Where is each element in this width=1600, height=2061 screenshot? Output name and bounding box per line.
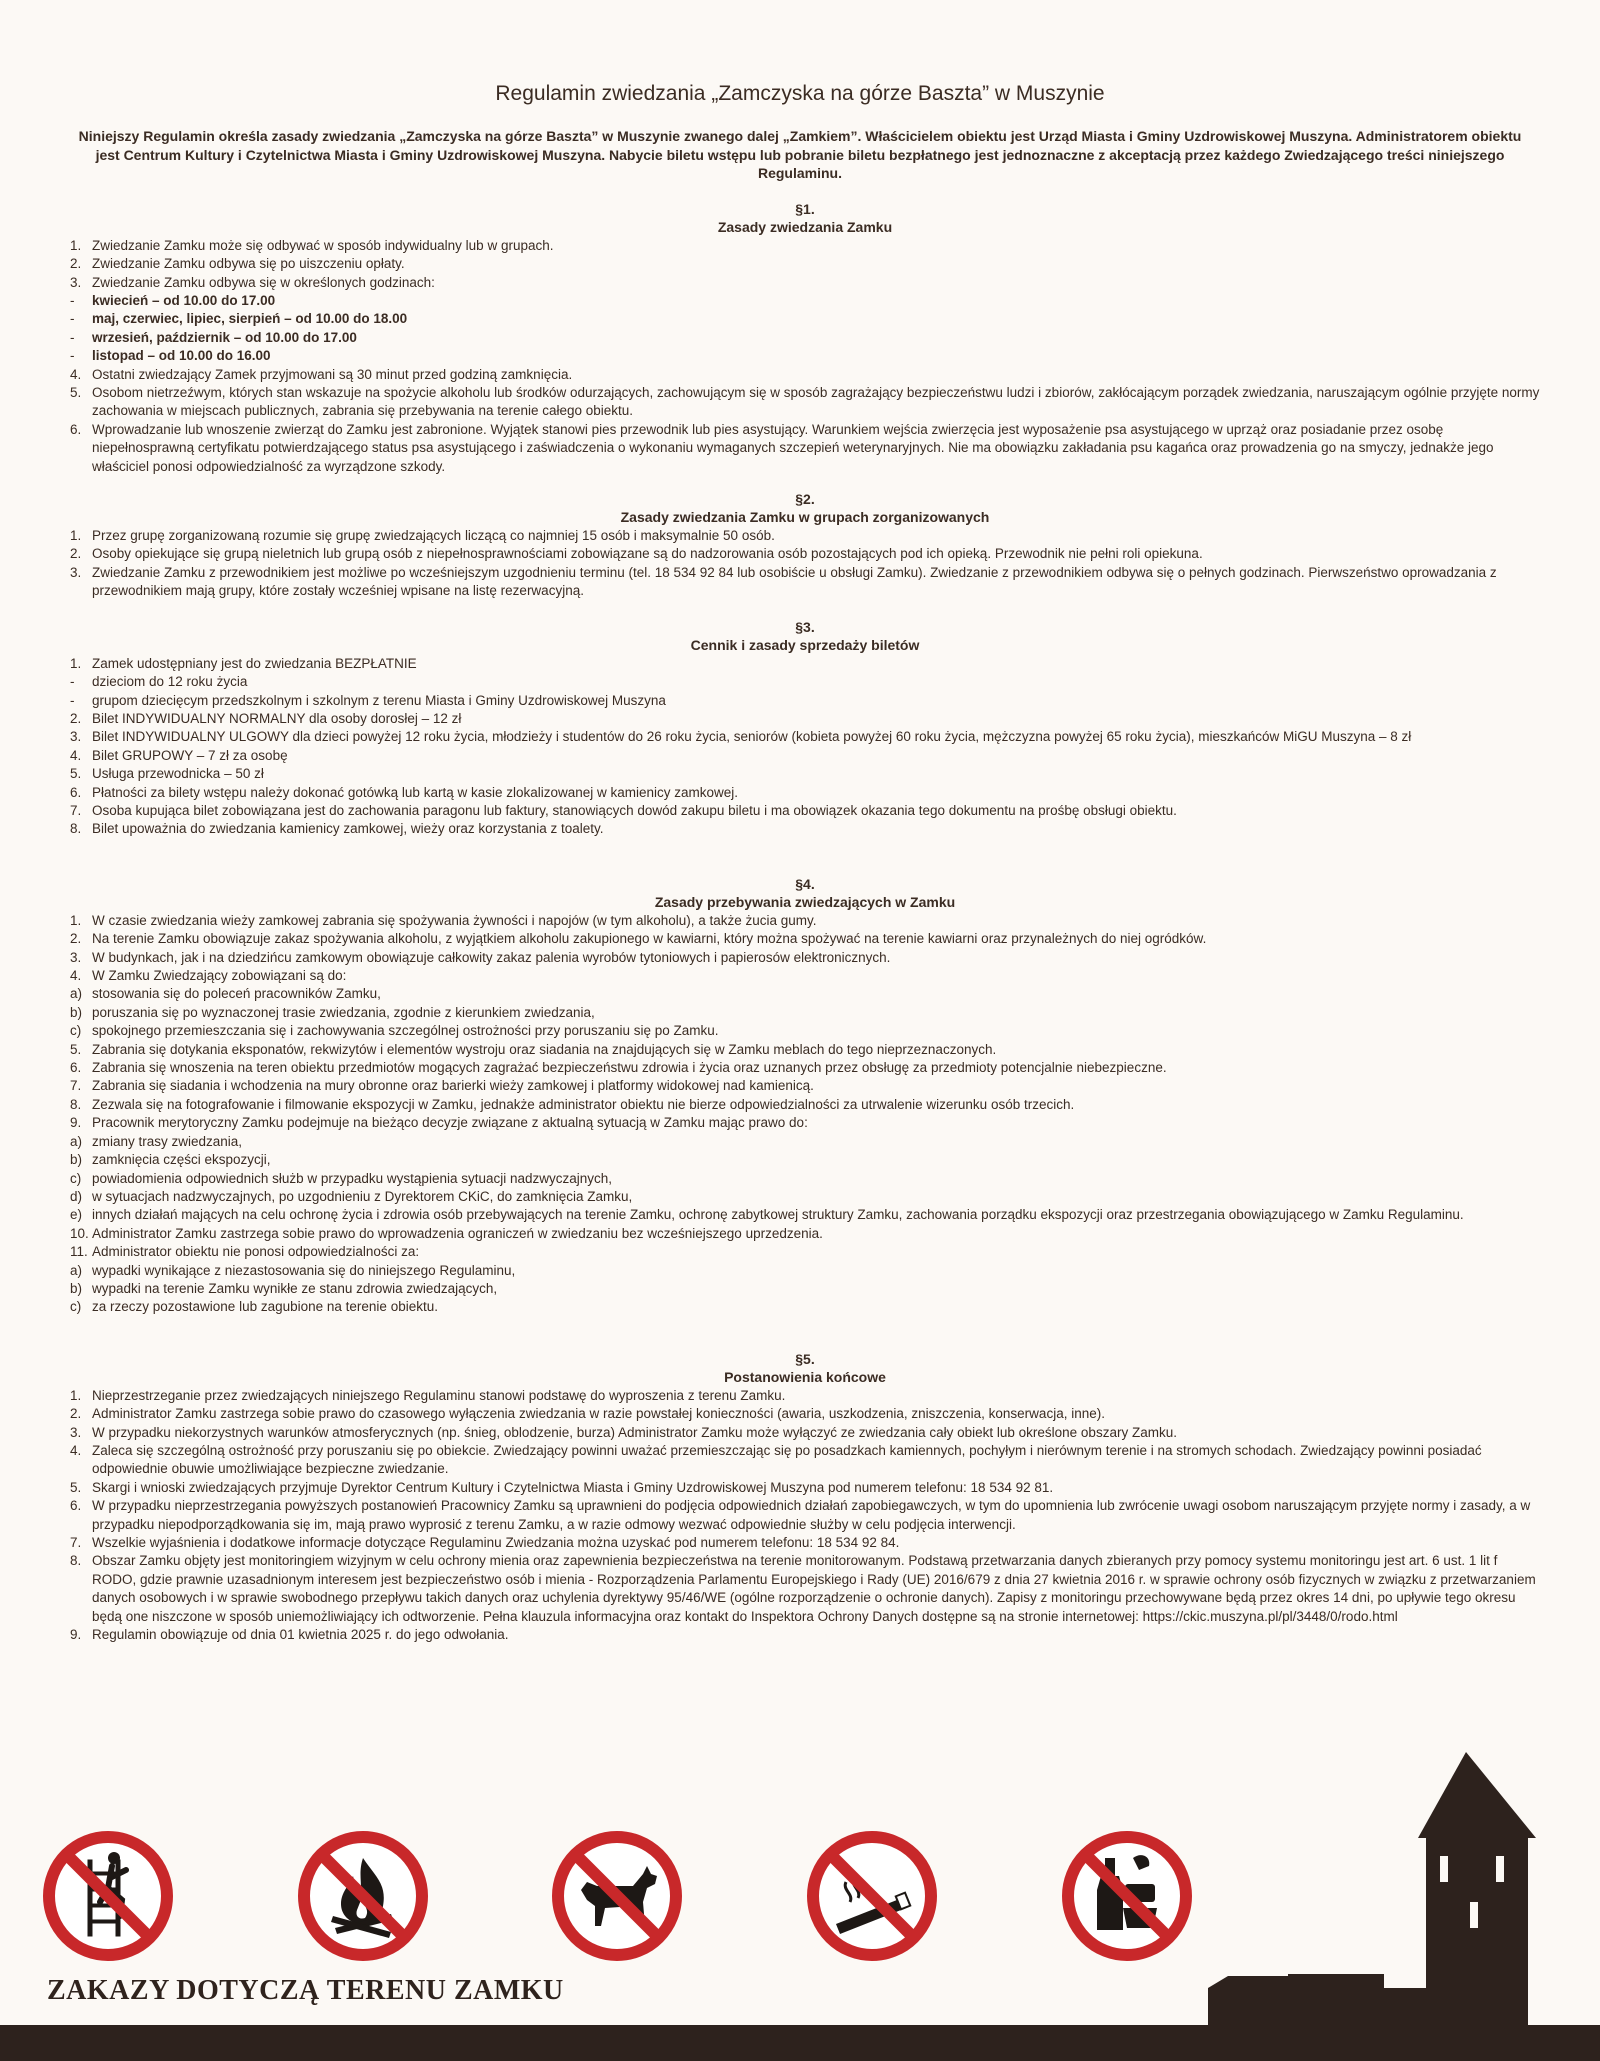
list-item-text: Obszar Zamku objęty jest monitoringiem wizyjnym w celu ochrony mienia oraz zapewnienia bezpieczeństwa na terenie monitorowanym. Podstawą przetwarzania danych zbieranych przy pomocy systemu monitoringu jest art. 6 ust. 1 lit f RODO, gdzie prawnie uzasadnionym interesem jest bezpieczeństwo osób i mienia - Rozporządzenia Parlamentu Europejskiego i Rady (UE) 2016/679 z dnia 27 kwietnia 2016 r. w sprawie ochrony osób fizycznych w związku z przetwarzaniem danych osobowych i w sprawie swobodnego przepływu takich danych oraz uchylenia dyrektywy 95/46/WE (ogólne rozporządzenie o ochronie danych). Zapisy z monitoringu przechowywane będą przez okres 14 dni, po upływie tego okresu będą one niszczone w sposób uniemożliwiający ich odtworzenie. Pełna klauzula informacyjna oraz kontakt do Inspektora Ochrony Danych dostępne są na stronie internetowej: https://ckic.muszyna.pl/pl/3448/0/rodo.html [92,1553,1536,1624]
list-marker: 2. [70,931,82,947]
list-item [70,545,1540,563]
list-marker: - [70,692,75,708]
list-item-text: Pracownik merytoryczny Zamku podejmuje na bieżąco decyzje związane z aktualną sytuacją w Zamku mając prawo do: [92,1115,808,1131]
list-marker: 1. [70,237,82,253]
list-marker: c) [70,1170,82,1186]
section-heading [70,875,1540,912]
list-marker: b) [70,1152,83,1168]
list-marker: 3. [70,564,82,580]
list-item [70,564,1540,601]
list-item-text: w sytuacjach nadzwyczajnych, po uzgodnieniu z Dyrektorem CKiC, do zamknięcia Zamku, [92,1188,633,1204]
list-item [70,747,1540,765]
list-item-text: Zamek udostępniany jest do zwiedzania BEZPŁATNIE [92,655,417,671]
list-marker: 1. [70,912,82,928]
list-item-text: Zabrania się siadania i wchodzenia na mury obronne oraz barierki wieży zamkowej i platformy widokowej nad kamienicą. [92,1078,814,1094]
list-marker: 3. [70,729,82,745]
list-item-text: poruszania się po wyznaczonej trasie zwiedzania, zgodnie z kierunkiem zwiedzania, [92,1004,595,1020]
list-marker: 4. [70,747,82,763]
list-marker: 2. [70,546,82,562]
list-item-text: Zezwala się na fotografowanie i filmowanie ekspozycji w Zamku, jednakże administrator obiektu nie bierze odpowiedzialności za utrwalenie wizerunku osób trzecich. [92,1096,1075,1112]
list-item [70,1004,1540,1022]
list-marker: 3. [70,1424,82,1440]
list-item-text: listopad – od 10.00 do 16.00 [92,348,271,364]
list-marker: 7. [70,803,82,819]
page-title: Regulamin zwiedzania „Zamczyska na górze Baszta” w Muszynie [495,82,1105,105]
list-marker: c) [70,1023,82,1039]
list-item [70,1133,1540,1151]
list-item-text: zamknięcia części ekspozycji, [92,1152,271,1168]
list-marker: a) [70,986,83,1002]
list-item-text: Osobom nietrzeźwym, których stan wskazuje na spożycie alkoholu lub środków odurzających, zachowującym się w sposób zagrażający bezpieczeństwu ludzi i zbiorów, zakłócającym porządek zwiedzania, naruszającym ogólnie przyjęte normy zachowania w miejscach publicznych, zabrania się przebywania na terenie całego obiektu. [92,385,1540,419]
section-heading [70,1350,1540,1387]
list-marker: 8. [70,1096,82,1112]
list-item [70,1077,1540,1095]
list-item-text: Na terenie Zamku obowiązuje zakaz spożywania alkoholu, z wyjątkiem alkoholu zakupionego w kawiarni, który można spożywać na terenie kawiarni oraz przynależnych do niej ogródków. [92,931,1207,947]
no-climbing-icon [42,1830,174,1962]
list-item [70,1280,1540,1298]
list-marker: e) [70,1207,83,1223]
list-item [70,347,1540,365]
list-marker: 5. [70,385,82,401]
list-marker: 11. [70,1244,88,1260]
list-item-text: Administrator Zamku zastrzega sobie prawo do wprowadzenia ograniczeń w zwiedzaniu bez wcześniejszego uprzedzenia. [92,1225,823,1241]
list-item [70,1298,1540,1316]
list-marker: 9. [70,1627,82,1643]
list-marker: 7. [70,1535,82,1551]
list-item-text: Przez grupę zorganizowaną rozumie się grupę zwiedzających liczącą co najmniej 15 osób i maksymalnie 50 osób. [92,527,775,543]
list-item-text: kwiecień – od 10.00 do 17.00 [92,293,276,309]
list-marker: c) [70,1299,82,1315]
section-5 [70,1350,1540,1645]
list-item [70,673,1540,691]
list-item [70,1151,1540,1169]
section-heading [70,490,1540,527]
list-marker: 1. [70,1387,82,1403]
list-item-text: W Zamku Zwiedzający zobowiązani są do: [92,968,347,984]
list-item [70,384,1540,421]
list-marker: a) [70,1133,83,1149]
list-item [70,1059,1540,1077]
list-item [70,292,1540,310]
list-item [70,1405,1540,1423]
list-item-text: Zwiedzanie Zamku z przewodnikiem jest możliwe po wcześniejszym uzgodnieniu terminu (tel. 18 534 92 84 lub osobiście u obsługi Zamku). Zwiedzanie z przewodnikiem odbywa się o pełnych godzinach. Pierwszeństwo oprowadzania z przewodnikiem mają grupy, które zostały wcześniej wpisane na listę rezerwacyjną. [92,564,1497,599]
list-item [70,366,1540,384]
list-item-text: za rzeczy pozostawione lub zagubione na terenie obiektu. [92,1299,438,1315]
list-marker: - [70,293,75,309]
list-item-text: dzieciom do 12 roku życia [92,674,248,690]
list-marker: 7. [70,1078,82,1094]
list-item-text: zmiany trasy zwiedzania, [92,1133,243,1149]
list-item-text: Skargi i wnioski zwiedzających przyjmuje Dyrektor Centrum Kultury i Czytelnictwa Miasta i Gminy Uzdrowiskowej Muszyna pod numerem telefonu: 18 534 92 81. [92,1479,1054,1495]
list-marker: a) [70,1262,83,1278]
list-item-text: powiadomienia odpowiednich służb w przypadku wystąpienia sytuacji nadzwyczajnych, [92,1170,613,1186]
list-item [70,802,1540,820]
list-item-text: Osoba kupująca bilet zobowiązana jest do zachowania paragonu lub faktury, stanowiących dowód zakupu biletu i ma obowiązek okazania tego dokumentu na prośbę obsługi obiektu. [92,803,1177,819]
list-item-text: spokojnego przemieszczania się i zachowywania szczególnej ostrożności przy poruszaniu się po Zamku. [92,1023,719,1039]
list-item [70,930,1540,948]
list-item-text: W przypadku niekorzystnych warunków atmosferycznych (np. śnieg, oblodzenie, burza) Administrator Zamku może wyłączyć ze zwiedzania cały obiekt lub określone obszary Zamku. [92,1424,1177,1440]
list-marker: 3. [70,274,82,290]
list-item [70,985,1540,1003]
list-item-text: Zwiedzanie Zamku odbywa się w określonych godzinach: [92,274,435,290]
list-item [70,329,1540,347]
list-item [70,820,1540,838]
list-item-text: Wprowadzanie lub wnoszenie zwierząt do Zamku jest zabronione. Wyjątek stanowi pies przewodnik lub pies asystujący. Warunkiem wejścia zwierzęcia jest wyposażenie psa asystującego w uprząż oraz posiadanie przez osobę niepełnosprawną certyfikatu potwierdzającego status psa asystującego i zaświadczenia o wykonaniu wymaganych szczepień weterynaryjnych. Nie ma obowiązku zakładania psu kagańca oraz prowadzenia go na smyczy, jednakże jego właściciel ponosi odpowiedzialność za wyrządzone szkody. [92,421,1494,474]
list-item [70,1188,1540,1206]
list-marker: - [70,329,75,345]
list-item [70,1225,1540,1243]
list-item-text: W czasie zwiedzania wieży zamkowej zabrania się spożywania żywności i napojów (w tym alkoholu), a także żucia gumy. [92,912,817,928]
list-item-text: Ostatni zwiedzający Zamek przyjmowani są 30 minut przed godziną zamknięcia. [92,366,573,382]
list-item-text: Administrator Zamku zastrzega sobie prawo do czasowego wyłączenia zwiedzania w razie powstałej konieczności (awaria, uszkodzenia, zniszczenia, konserwacja, inne). [92,1406,1105,1422]
list-item [70,1387,1540,1405]
list-item [70,1479,1540,1497]
list-marker: 2. [70,711,82,727]
list-marker: 4. [70,968,82,984]
list-item [70,1424,1540,1442]
list-marker: 8. [70,1553,82,1569]
list-item-text: Bilet INDYWIDUALNY ULGOWY dla dzieci powyżej 12 roku życia, młodzieży i studentów do 26 roku życia, seniorów (kobieta powyżej 60 roku życia, mężczyzna powyżej 65 roku życia), mieszkańców MiGU Muszyna – 8 zł [92,729,1412,745]
list-marker: - [70,674,75,690]
list-item [70,1552,1540,1626]
list-item [70,949,1540,967]
list-item [70,692,1540,710]
list-marker: 10. [70,1225,89,1241]
list-item [70,765,1540,783]
list-item-text: grupom dziecięcym przedszkolnym i szkolnym z terenu Miasta i Gminy Uzdrowiskowej Muszyna [92,692,666,708]
section-2 [70,490,1540,600]
list-item-text: Zabrania się dotykania eksponatów, rekwizytów i elementów wystroju oraz siadania na znajdujących się w Zamku meblach do tego nieprzeznaczonych. [92,1041,997,1057]
list-marker: 2. [70,256,82,272]
list-marker: b) [70,1004,83,1020]
list-item-text: W przypadku nieprzestrzegania powyższych postanowień Pracownicy Zamku są uprawnieni do podjęcia odpowiednich działań zapobiegawczych, w tym do upomnienia lub zwrócenie uwagi osobom naruszającym przyjęte normy i zasady, a w przypadku niepodporządkowania się im, mają prawo wyprosić z terenu Zamku, a w razie odmowy wezwać odpowiednie służby w celu podjęcia interwencji. [92,1498,1531,1532]
list-item [70,912,1540,930]
castle-tower-illustration [1208,1752,1600,2032]
section-heading [70,200,1540,237]
list-item-text: wypadki na terenie Zamku wynikłe ze stanu zdrowia zwiedzających, [92,1280,498,1296]
list-item [70,728,1540,746]
list-item-text: Bilet GRUPOWY – 7 zł za osobę [92,747,288,763]
list-marker: 4. [70,1443,82,1459]
section-3 [70,618,1540,839]
list-marker: b) [70,1280,83,1296]
list-item [70,1626,1540,1644]
list-item-text: Regulamin obowiązuje od dnia 01 kwietnia 2025 r. do jego odwołania. [92,1627,509,1643]
list-marker: 6. [70,784,82,800]
list-item [70,421,1540,476]
list-item-text: Nieprzestrzeganie przez zwiedzających niniejszego Regulaminu stanowi podstawę do wyproszenia z terenu Zamku. [92,1387,786,1403]
list-item [70,655,1540,673]
section-4 [70,875,1540,1317]
list-marker: 6. [70,421,82,437]
list-item-text: Zaleca się szczególną ostrożność przy poruszaniu się po obiekcie. Zwiedzający powinni uważać przemieszczając się po posadzkach kamiennych, pochyłym i nierównym terenie i na stromych schodach. Zwiedzający powinni posiadać odpowiednie obuwie umożliwiające bezpieczne zwiedzanie. [92,1443,1482,1477]
list-item-text: Usługa przewodnicka – 50 zł [92,766,264,782]
list-item [70,310,1540,328]
list-item-text: wrzesień, październik – od 10.00 do 17.00 [92,329,357,345]
list-item [70,1534,1540,1552]
list-item [70,1096,1540,1114]
list-item-text: stosowania się do poleceń pracowników Zamku, [92,986,381,1002]
section-number: §4. [795,876,815,892]
list-marker: 6. [70,1060,82,1076]
list-item-text: Osoby opiekujące się grupą nieletnich lub grupą osób z niepełnosprawnościami zobowiązane są do nadzorowania osób pozostających pod ich opieką. Przewodnik nie pełni roli opiekuna. [92,546,1203,562]
list-item-text: wypadki wynikające z niezastosowania się do niniejszego Regulaminu, [92,1262,516,1278]
list-item [70,1243,1540,1261]
list-item [70,710,1540,728]
section-title: Cennik i zasady sprzedaży biletów [690,637,920,654]
section-1 [70,200,1540,476]
list-item-text: Zwiedzanie Zamku może się odbywać w sposób indywidualny lub w grupach. [92,237,554,253]
intro-paragraph: Niniejszy Regulamin określa zasady zwiedzania „Zamczyska na górze Baszta” w Muszynie zwanego dalej „Zamkiem”. Właścicielem obiektu jest Urząd Miasta i Gminy Uzdrowiskowej Muszyna. Administratorem obiektu jest Centrum Kultury i Czytelnictwa Miasta i Gminy Uzdrowiskowej Muszyna. Nabycie biletu wstępu lub pobranie biletu bezpłatnego jest jednoznaczne z akceptacją przez każdego Zwiedzającego treści niniejszego Regulaminu. [78,128,1522,181]
list-marker: - [70,311,75,327]
list-item-text: Zabrania się wnoszenia na teren obiektu przedmiotów mogących zagrażać bezpieczeństwu zdrowia i życia oraz uznanych przez obsługę za przedmioty potencjalnie niebezpieczne. [92,1060,1167,1076]
list-marker: 5. [70,1041,82,1057]
list-marker: 5. [70,1479,82,1495]
prohibitions-caption: ZAKAZY DOTYCZĄ TERENU ZAMKU [47,1975,564,2006]
list-marker: 3. [70,949,82,965]
list-item [70,274,1540,292]
no-dogs-icon [551,1830,683,1962]
list-item [70,967,1540,985]
list-item [70,1170,1540,1188]
no-fire-icon [297,1830,429,1962]
list-item [70,1114,1540,1132]
list-item-text: maj, czerwiec, lipiec, sierpień – od 10.00 do 18.00 [92,311,408,327]
list-marker: 1. [70,655,82,671]
list-item [70,1262,1540,1280]
list-marker: - [70,348,75,364]
list-marker: 1. [70,527,82,543]
list-item [70,1206,1540,1224]
list-marker: 2. [70,1406,82,1422]
list-item [70,255,1540,273]
list-item-text: Bilet upoważnia do zwiedzania kamienicy zamkowej, wieży oraz korzystania z toalety. [92,821,604,837]
list-item-text: Zwiedzanie Zamku odbywa się po uiszczeniu opłaty. [92,256,405,272]
no-smoking-icon [806,1830,938,1962]
list-marker: d) [70,1188,83,1204]
list-item [70,527,1540,545]
list-item-text: Wszelkie wyjaśnienia i dodatkowe informacje dotyczące Regulaminu Zwiedzania można uzyskać pod numerem telefonu: 18 534 92 84. [92,1535,900,1551]
list-marker: 5. [70,766,82,782]
list-item [70,784,1540,802]
list-item [70,1022,1540,1040]
list-item-text: Administrator obiektu nie ponosi odpowiedzialności za: [92,1244,420,1260]
section-title: Zasady zwiedzania Zamku [717,219,893,236]
section-number: §1. [795,201,815,217]
section-title: Postanowienia końcowe [724,1369,886,1386]
list-marker: 8. [70,821,82,837]
section-title: Zasady przebywania zwiedzających w Zamku [654,894,956,911]
list-item [70,1497,1540,1534]
section-number: §3. [795,619,815,635]
section-number: §2. [795,491,815,507]
section-title: Zasady zwiedzania Zamku w grupach zorganizowanych [620,509,990,526]
list-item-text: Płatności za bilety wstępu należy dokonać gotówką lub kartą w kasie zlokalizowanej w kamienicy zamkowej. [92,784,739,800]
no-alcohol-food-icon [1061,1830,1193,1962]
list-marker: 6. [70,1498,82,1514]
section-number: §5. [795,1351,815,1367]
list-item [70,1442,1540,1479]
list-item-text: innych działań mających na celu ochronę życia i zdrowia osób przebywających na terenie Zamku, ochronę zabytkowej struktury Zamku, zachowania porządku ekspozycji oraz przestrzegania obowiązującego w Zamku Regulaminu. [92,1207,1464,1223]
list-item-text: Bilet INDYWIDUALNY NORMALNY dla osoby dorosłej – 12 zł [92,711,462,727]
list-item-text: W budynkach, jak i na dziedzińcu zamkowym obowiązuje całkowity zakaz palenia wyrobów tytoniowych i papierosów elektronicznych. [92,949,891,965]
list-marker: 4. [70,366,82,382]
list-item [70,237,1540,255]
list-marker: 9. [70,1115,82,1131]
section-heading [70,618,1540,655]
list-item [70,1041,1540,1059]
